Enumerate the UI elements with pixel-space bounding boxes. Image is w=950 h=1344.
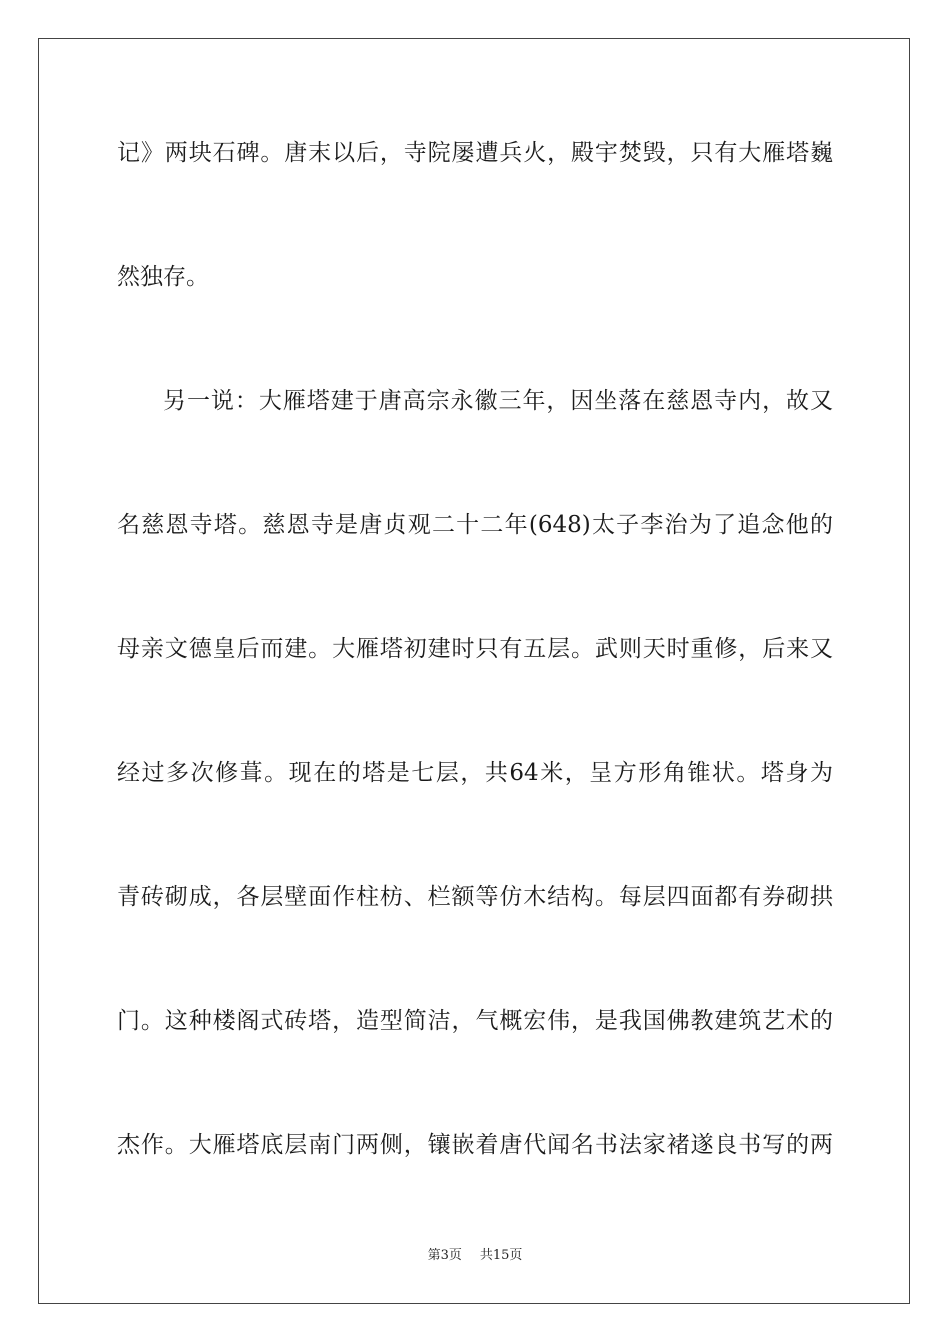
page-number: 第3页 [427,1248,462,1263]
body-line-5: 母亲文德皇后而建。大雁塔初建时只有五层。武则天时重修，后来又 [117,636,833,662]
page-border [38,38,910,1304]
body-line-8: 门。这种楼阁式砖塔，造型简洁，气概宏伟，是我国佛教建筑艺术的 [117,1008,833,1034]
body-line-2: 然独存。 [117,264,209,290]
body-line-4: 名慈恩寺塔。慈恩寺是唐贞观二十二年(648)太子李治为了追念他的 [117,512,833,538]
body-line-6: 经过多次修葺。现在的塔是七层，共64米，呈方形角锥状。塔身为 [117,760,833,786]
body-line-7: 青砖砌成，各层壁面作柱枋、栏额等仿木结构。每层四面都有券砌拱 [117,884,833,910]
body-line-9: 杰作。大雁塔底层南门两侧，镶嵌着唐代闻名书法家褚遂良书写的两 [117,1132,833,1158]
page-footer [0,1247,950,1265]
page-total: 共15页 [479,1248,523,1263]
body-line-1: 记》两块石碑。唐末以后，寺院屡遭兵火，殿宇焚毁，只有大雁塔巍 [117,140,833,166]
body-line-3: 另一说：大雁塔建于唐高宗永徽三年，因坐落在慈恩寺内，故又 [163,388,833,414]
